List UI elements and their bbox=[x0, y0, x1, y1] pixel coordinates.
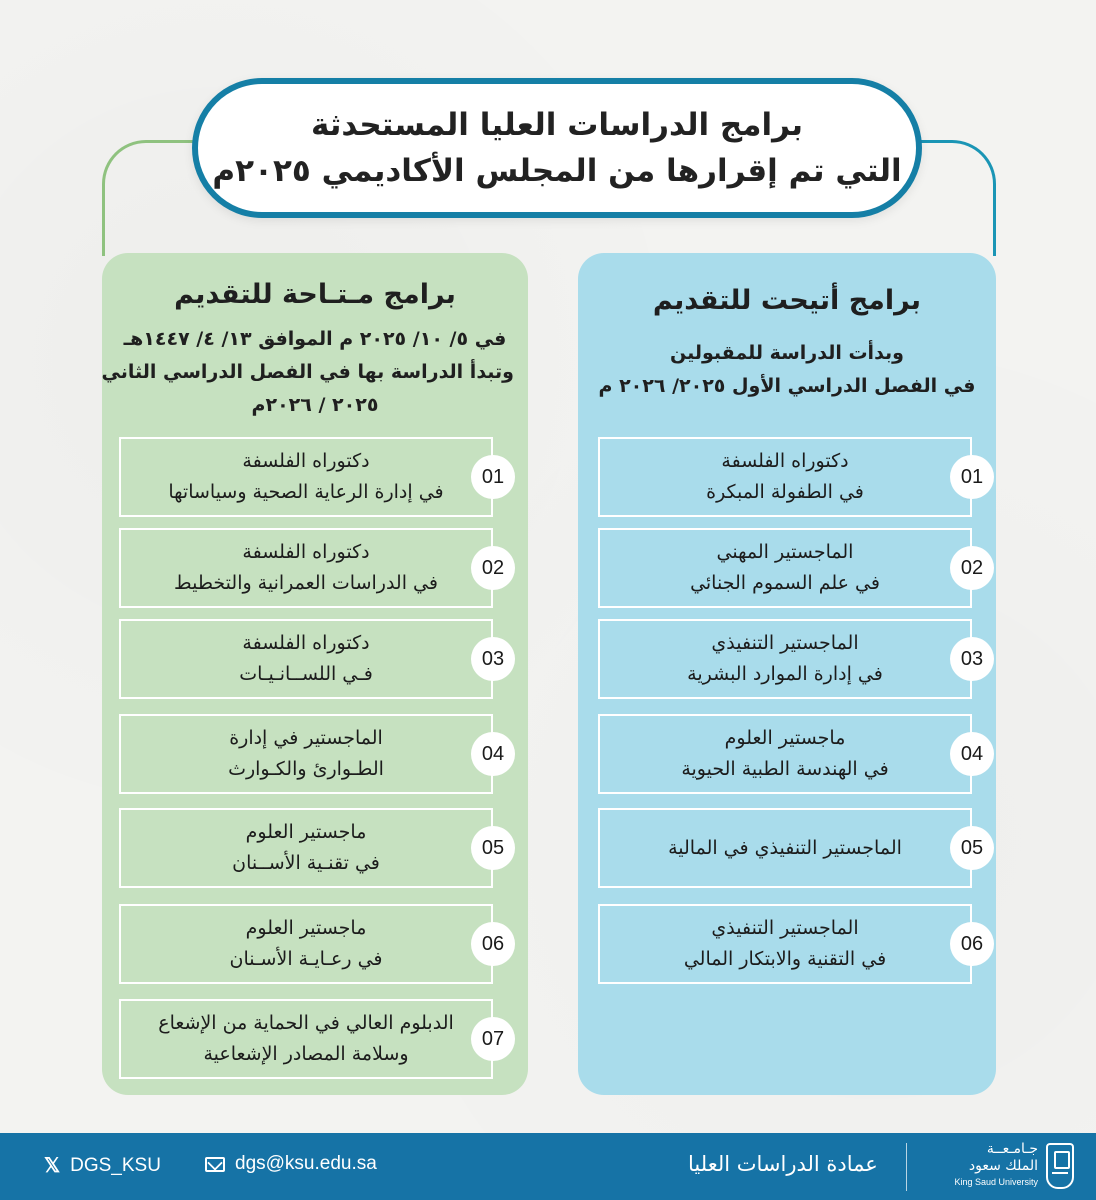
title-line-2: التي تم إقرارها من المجلس الأكاديمي ٢٠٢٥م bbox=[212, 153, 902, 189]
offered-programs-panel bbox=[578, 253, 996, 1095]
item-line-1: الدبلوم العالي في الحماية من الإشعاع bbox=[158, 1012, 454, 1034]
available-item bbox=[119, 999, 493, 1079]
item-line-1: ماجستير العلوم bbox=[724, 727, 846, 749]
available-sub-line-1: في ٥/ ١٠/ ٢٠٢٥ م الموافق ١٣/ ٤/ ١٤٤٧هـ bbox=[123, 328, 507, 350]
item-line-2: في علم السموم الجنائي bbox=[690, 572, 880, 594]
item-line-1: الماجستير في إدارة bbox=[229, 727, 383, 749]
item-number-badge: 01 bbox=[471, 455, 515, 499]
item-line-2: الطـوارئ والكـوارث bbox=[228, 758, 384, 780]
item-number-badge: 07 bbox=[471, 1017, 515, 1061]
item-line-2: في التقنية والابتكار المالي bbox=[683, 948, 887, 970]
footer-bar bbox=[0, 1133, 1096, 1200]
twitter-handle: DGS_KSU bbox=[70, 1154, 161, 1176]
item-line-1: الماجستير التنفيذي bbox=[711, 632, 859, 654]
item-line-2: في إدارة الموارد البشرية bbox=[687, 663, 883, 685]
item-line-1: الماجستير التنفيذي في المالية bbox=[668, 836, 902, 859]
item-line-1: الماجستير التنفيذي bbox=[711, 917, 859, 939]
item-number-badge: 06 bbox=[471, 922, 515, 966]
offered-heading: برامج أتيحت للتقديم bbox=[652, 285, 922, 316]
item-number-badge: 06 bbox=[950, 922, 994, 966]
title-line-1: برامج الدراسات العليا المستحدثة bbox=[310, 107, 804, 143]
item-line-1: الماجستير المهني bbox=[716, 541, 854, 563]
university-logo[interactable] bbox=[922, 1139, 1082, 1195]
university-name-english: King Saud University bbox=[954, 1177, 1038, 1187]
item-line-2: في الدراسات العمرانية والتخطيط bbox=[174, 572, 438, 594]
available-heading: برامج مـتـاحة للتقديم bbox=[174, 279, 456, 310]
item-number-badge: 01 bbox=[950, 455, 994, 499]
offered-item bbox=[598, 619, 972, 699]
available-item bbox=[119, 528, 493, 608]
item-line-1: دكتوراه الفلسفة bbox=[242, 632, 370, 654]
item-line-2: في إدارة الرعاية الصحية وسياساتها bbox=[168, 481, 444, 503]
item-line-1: دكتوراه الفلسفة bbox=[242, 450, 370, 472]
x-icon: 𝕏 bbox=[44, 1155, 61, 1177]
available-item bbox=[119, 808, 493, 888]
offered-item bbox=[598, 714, 972, 794]
item-number-badge: 04 bbox=[471, 732, 515, 776]
available-sub-line-3: ٢٠٢٥ / ٢٠٢٦م bbox=[251, 394, 379, 416]
item-line-1: ماجستير العلوم bbox=[245, 917, 367, 939]
offered-subtitle bbox=[578, 337, 996, 403]
available-item bbox=[119, 904, 493, 984]
deanship-name: عمادة الدراسات العليا bbox=[688, 1152, 878, 1176]
item-number-badge: 04 bbox=[950, 732, 994, 776]
item-line-1: ماجستير العلوم bbox=[245, 821, 367, 843]
item-line-1: دكتوراه الفلسفة bbox=[242, 541, 370, 563]
item-number-badge: 03 bbox=[471, 637, 515, 681]
offered-item bbox=[598, 528, 972, 608]
university-name-arabic bbox=[969, 1141, 1038, 1175]
available-item bbox=[119, 437, 493, 517]
available-item bbox=[119, 619, 493, 699]
item-line-2: في الطفولة المبكرة bbox=[706, 481, 864, 503]
available-sub-line-2: وتبدأ الدراسة بها في الفصل الدراسي الثاني bbox=[101, 361, 514, 383]
available-programs-panel bbox=[102, 253, 528, 1095]
offered-item bbox=[598, 437, 972, 517]
email-address: dgs@ksu.edu.sa bbox=[235, 1153, 377, 1174]
offered-sub-line-2: في الفصل الدراسي الأول ٢٠٢٥/ ٢٠٢٦ م bbox=[598, 375, 976, 397]
crest-icon bbox=[1046, 1143, 1074, 1189]
offered-item bbox=[598, 808, 972, 888]
item-line-1: دكتوراه الفلسفة bbox=[721, 450, 849, 472]
item-line-2: في رعـايـة الأسـنان bbox=[229, 948, 383, 970]
item-line-2: في الهندسة الطبية الحيوية bbox=[681, 758, 889, 780]
footer-divider bbox=[906, 1143, 907, 1191]
item-number-badge: 05 bbox=[950, 826, 994, 870]
offered-sub-line-1: وبدأت الدراسة للمقبولين bbox=[670, 342, 904, 364]
page-title bbox=[192, 78, 922, 218]
item-number-badge: 05 bbox=[471, 826, 515, 870]
available-item bbox=[119, 714, 493, 794]
available-subtitle bbox=[102, 323, 528, 422]
uni-ar-line-2: الملك سعود bbox=[968, 1158, 1038, 1174]
uni-ar-line-1: جـامـعــة bbox=[986, 1141, 1038, 1157]
item-number-badge: 03 bbox=[950, 637, 994, 681]
email-link[interactable] bbox=[205, 1153, 377, 1175]
item-line-2: وسلامة المصادر الإشعاعية bbox=[203, 1043, 409, 1065]
item-number-badge: 02 bbox=[471, 546, 515, 590]
offered-item bbox=[598, 904, 972, 984]
twitter-link[interactable] bbox=[44, 1153, 161, 1178]
mail-icon bbox=[205, 1157, 225, 1172]
item-line-2: فـي اللســانـيـات bbox=[239, 663, 373, 685]
item-number-badge: 02 bbox=[950, 546, 994, 590]
item-line-2: في تقنـية الأســنان bbox=[232, 852, 380, 874]
